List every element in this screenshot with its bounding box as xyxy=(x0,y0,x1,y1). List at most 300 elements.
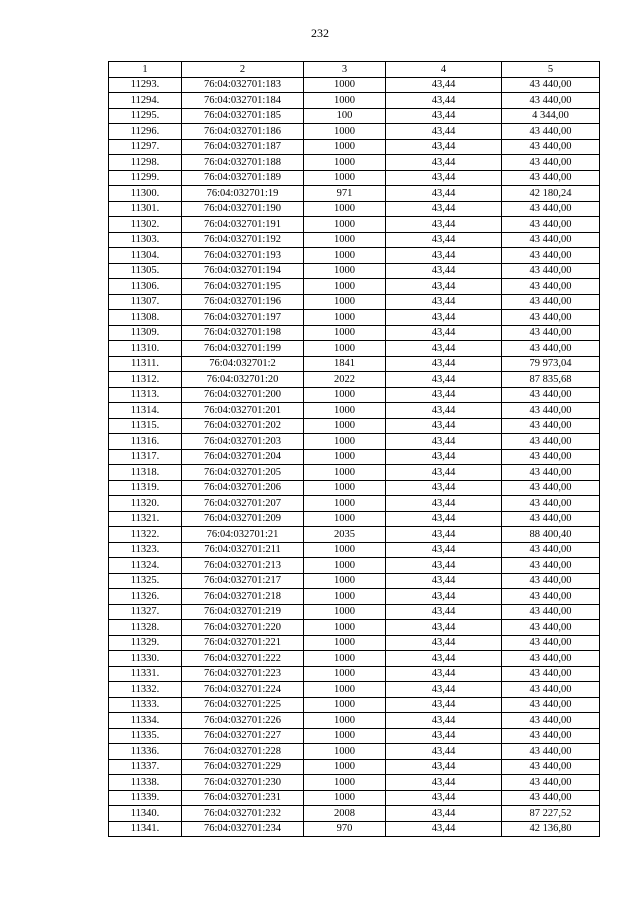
header-row xyxy=(109,62,600,78)
row-number-cell: 11323. xyxy=(109,542,182,558)
column-header-1: 1 xyxy=(109,62,182,78)
area-cell: 1000 xyxy=(304,511,386,527)
value-cell: 43 440,00 xyxy=(502,573,600,589)
cadastral-number-cell: 76:04:032701:196 xyxy=(182,294,304,310)
area-cell: 1000 xyxy=(304,403,386,419)
rate-cell: 43,44 xyxy=(386,589,502,605)
value-cell: 43 440,00 xyxy=(502,759,600,775)
rate-cell: 43,44 xyxy=(386,418,502,434)
cadastral-number-cell: 76:04:032701:234 xyxy=(182,821,304,837)
row-number-cell: 11327. xyxy=(109,604,182,620)
area-cell: 1000 xyxy=(304,325,386,341)
value-cell: 43 440,00 xyxy=(502,775,600,791)
table-row xyxy=(109,496,600,512)
value-cell: 43 440,00 xyxy=(502,635,600,651)
row-number-cell: 11297. xyxy=(109,139,182,155)
value-cell: 43 440,00 xyxy=(502,403,600,419)
area-cell: 1000 xyxy=(304,449,386,465)
table-row xyxy=(109,604,600,620)
cadastral-number-cell: 76:04:032701:213 xyxy=(182,558,304,574)
row-number-cell: 11333. xyxy=(109,697,182,713)
table-row xyxy=(109,635,600,651)
value-cell: 43 440,00 xyxy=(502,263,600,279)
row-number-cell: 11326. xyxy=(109,589,182,605)
value-cell: 43 440,00 xyxy=(502,790,600,806)
rate-cell: 43,44 xyxy=(386,821,502,837)
rate-cell: 43,44 xyxy=(386,294,502,310)
cadastral-number-cell: 76:04:032701:205 xyxy=(182,465,304,481)
table-row xyxy=(109,325,600,341)
row-number-cell: 11321. xyxy=(109,511,182,527)
cadastral-number-cell: 76:04:032701:219 xyxy=(182,604,304,620)
value-cell: 43 440,00 xyxy=(502,496,600,512)
value-cell: 4 344,00 xyxy=(502,108,600,124)
cadastral-number-cell: 76:04:032701:21 xyxy=(182,527,304,543)
table-row xyxy=(109,511,600,527)
area-cell: 1000 xyxy=(304,341,386,357)
table-row xyxy=(109,232,600,248)
row-number-cell: 11312. xyxy=(109,372,182,388)
cadastral-number-cell: 76:04:032701:220 xyxy=(182,620,304,636)
rate-cell: 43,44 xyxy=(386,387,502,403)
row-number-cell: 11318. xyxy=(109,465,182,481)
value-cell: 43 440,00 xyxy=(502,139,600,155)
table-row xyxy=(109,139,600,155)
area-cell: 1000 xyxy=(304,310,386,326)
value-cell: 43 440,00 xyxy=(502,325,600,341)
area-cell: 971 xyxy=(304,186,386,202)
rate-cell: 43,44 xyxy=(386,465,502,481)
table-row xyxy=(109,217,600,233)
rate-cell: 43,44 xyxy=(386,201,502,217)
value-cell: 43 440,00 xyxy=(502,201,600,217)
row-number-cell: 11307. xyxy=(109,294,182,310)
rate-cell: 43,44 xyxy=(386,790,502,806)
row-number-cell: 11340. xyxy=(109,806,182,822)
table-row xyxy=(109,620,600,636)
row-number-cell: 11298. xyxy=(109,155,182,171)
rate-cell: 43,44 xyxy=(386,279,502,295)
cadastral-number-cell: 76:04:032701:230 xyxy=(182,775,304,791)
rate-cell: 43,44 xyxy=(386,232,502,248)
cadastral-number-cell: 76:04:032701:228 xyxy=(182,744,304,760)
row-number-cell: 11315. xyxy=(109,418,182,434)
value-cell: 43 440,00 xyxy=(502,449,600,465)
area-cell: 1000 xyxy=(304,573,386,589)
cadastral-number-cell: 76:04:032701:201 xyxy=(182,403,304,419)
table-row xyxy=(109,589,600,605)
table-row xyxy=(109,697,600,713)
rate-cell: 43,44 xyxy=(386,542,502,558)
cadastral-number-cell: 76:04:032701:202 xyxy=(182,418,304,434)
area-cell: 1000 xyxy=(304,651,386,667)
area-cell: 970 xyxy=(304,821,386,837)
rate-cell: 43,44 xyxy=(386,666,502,682)
value-cell: 43 440,00 xyxy=(502,279,600,295)
table-row xyxy=(109,356,600,372)
table-row xyxy=(109,387,600,403)
area-cell: 1000 xyxy=(304,418,386,434)
area-cell: 1841 xyxy=(304,356,386,372)
table-row xyxy=(109,279,600,295)
cadastral-number-cell: 76:04:032701:222 xyxy=(182,651,304,667)
column-header-4: 4 xyxy=(386,62,502,78)
table-body xyxy=(109,77,600,837)
area-cell: 1000 xyxy=(304,620,386,636)
table-row xyxy=(109,790,600,806)
area-cell: 1000 xyxy=(304,139,386,155)
value-cell: 87 227,52 xyxy=(502,806,600,822)
value-cell: 43 440,00 xyxy=(502,77,600,93)
row-number-cell: 11330. xyxy=(109,651,182,667)
row-number-cell: 11336. xyxy=(109,744,182,760)
rate-cell: 43,44 xyxy=(386,341,502,357)
cadastral-number-cell: 76:04:032701:206 xyxy=(182,480,304,496)
rate-cell: 43,44 xyxy=(386,744,502,760)
rate-cell: 43,44 xyxy=(386,186,502,202)
cadastral-table xyxy=(108,61,600,837)
area-cell: 2022 xyxy=(304,372,386,388)
area-cell: 1000 xyxy=(304,697,386,713)
value-cell: 43 440,00 xyxy=(502,682,600,698)
area-cell: 1000 xyxy=(304,434,386,450)
value-cell: 43 440,00 xyxy=(502,744,600,760)
row-number-cell: 11303. xyxy=(109,232,182,248)
cadastral-number-cell: 76:04:032701:198 xyxy=(182,325,304,341)
cadastral-number-cell: 76:04:032701:193 xyxy=(182,248,304,264)
value-cell: 43 440,00 xyxy=(502,651,600,667)
cadastral-number-cell: 76:04:032701:191 xyxy=(182,217,304,233)
table-row xyxy=(109,573,600,589)
cadastral-number-cell: 76:04:032701:190 xyxy=(182,201,304,217)
rate-cell: 43,44 xyxy=(386,496,502,512)
rate-cell: 43,44 xyxy=(386,682,502,698)
cadastral-number-cell: 76:04:032701:217 xyxy=(182,573,304,589)
row-number-cell: 11325. xyxy=(109,573,182,589)
rate-cell: 43,44 xyxy=(386,310,502,326)
cadastral-number-cell: 76:04:032701:218 xyxy=(182,589,304,605)
table-row xyxy=(109,744,600,760)
table-row xyxy=(109,542,600,558)
rate-cell: 43,44 xyxy=(386,124,502,140)
value-cell: 43 440,00 xyxy=(502,697,600,713)
table-row xyxy=(109,294,600,310)
value-cell: 43 440,00 xyxy=(502,589,600,605)
area-cell: 1000 xyxy=(304,558,386,574)
value-cell: 43 440,00 xyxy=(502,620,600,636)
value-cell: 42 136,80 xyxy=(502,821,600,837)
cadastral-number-cell: 76:04:032701:204 xyxy=(182,449,304,465)
row-number-cell: 11339. xyxy=(109,790,182,806)
cadastral-number-cell: 76:04:032701:185 xyxy=(182,108,304,124)
row-number-cell: 11329. xyxy=(109,635,182,651)
table-row xyxy=(109,465,600,481)
rate-cell: 43,44 xyxy=(386,155,502,171)
cadastral-number-cell: 76:04:032701:195 xyxy=(182,279,304,295)
area-cell: 1000 xyxy=(304,790,386,806)
rate-cell: 43,44 xyxy=(386,372,502,388)
cadastral-number-cell: 76:04:032701:209 xyxy=(182,511,304,527)
cadastral-number-cell: 76:04:032701:184 xyxy=(182,93,304,109)
row-number-cell: 11324. xyxy=(109,558,182,574)
row-number-cell: 11320. xyxy=(109,496,182,512)
row-number-cell: 11299. xyxy=(109,170,182,186)
rate-cell: 43,44 xyxy=(386,480,502,496)
row-number-cell: 11316. xyxy=(109,434,182,450)
area-cell: 1000 xyxy=(304,744,386,760)
table-row xyxy=(109,403,600,419)
table-row xyxy=(109,186,600,202)
row-number-cell: 11319. xyxy=(109,480,182,496)
rate-cell: 43,44 xyxy=(386,713,502,729)
cadastral-number-cell: 76:04:032701:224 xyxy=(182,682,304,698)
rate-cell: 43,44 xyxy=(386,356,502,372)
area-cell: 1000 xyxy=(304,589,386,605)
row-number-cell: 11317. xyxy=(109,449,182,465)
area-cell: 100 xyxy=(304,108,386,124)
row-number-cell: 11313. xyxy=(109,387,182,403)
table-row xyxy=(109,201,600,217)
area-cell: 1000 xyxy=(304,635,386,651)
area-cell: 1000 xyxy=(304,279,386,295)
table-row xyxy=(109,682,600,698)
area-cell: 2035 xyxy=(304,527,386,543)
table-row xyxy=(109,418,600,434)
value-cell: 79 973,04 xyxy=(502,356,600,372)
table-row xyxy=(109,775,600,791)
area-cell: 1000 xyxy=(304,666,386,682)
rate-cell: 43,44 xyxy=(386,248,502,264)
row-number-cell: 11337. xyxy=(109,759,182,775)
value-cell: 43 440,00 xyxy=(502,558,600,574)
value-cell: 87 835,68 xyxy=(502,372,600,388)
rate-cell: 43,44 xyxy=(386,651,502,667)
table-row xyxy=(109,480,600,496)
area-cell: 1000 xyxy=(304,465,386,481)
value-cell: 43 440,00 xyxy=(502,666,600,682)
area-cell: 1000 xyxy=(304,217,386,233)
rate-cell: 43,44 xyxy=(386,775,502,791)
rate-cell: 43,44 xyxy=(386,697,502,713)
row-number-cell: 11301. xyxy=(109,201,182,217)
rate-cell: 43,44 xyxy=(386,139,502,155)
value-cell: 43 440,00 xyxy=(502,465,600,481)
row-number-cell: 11322. xyxy=(109,527,182,543)
table-row xyxy=(109,93,600,109)
table-row xyxy=(109,666,600,682)
row-number-cell: 11294. xyxy=(109,93,182,109)
cadastral-number-cell: 76:04:032701:183 xyxy=(182,77,304,93)
value-cell: 43 440,00 xyxy=(502,511,600,527)
area-cell: 1000 xyxy=(304,387,386,403)
column-header-3: 3 xyxy=(304,62,386,78)
area-cell: 1000 xyxy=(304,713,386,729)
value-cell: 43 440,00 xyxy=(502,728,600,744)
cadastral-number-cell: 76:04:032701:20 xyxy=(182,372,304,388)
table-row xyxy=(109,806,600,822)
table-row xyxy=(109,248,600,264)
cadastral-number-cell: 76:04:032701:2 xyxy=(182,356,304,372)
rate-cell: 43,44 xyxy=(386,759,502,775)
row-number-cell: 11308. xyxy=(109,310,182,326)
rate-cell: 43,44 xyxy=(386,511,502,527)
cadastral-number-cell: 76:04:032701:19 xyxy=(182,186,304,202)
value-cell: 43 440,00 xyxy=(502,480,600,496)
value-cell: 43 440,00 xyxy=(502,248,600,264)
rate-cell: 43,44 xyxy=(386,620,502,636)
area-cell: 1000 xyxy=(304,294,386,310)
value-cell: 43 440,00 xyxy=(502,604,600,620)
cadastral-number-cell: 76:04:032701:223 xyxy=(182,666,304,682)
row-number-cell: 11328. xyxy=(109,620,182,636)
table-row xyxy=(109,77,600,93)
table-row xyxy=(109,558,600,574)
value-cell: 43 440,00 xyxy=(502,341,600,357)
table-row xyxy=(109,449,600,465)
area-cell: 1000 xyxy=(304,155,386,171)
cadastral-number-cell: 76:04:032701:232 xyxy=(182,806,304,822)
area-cell: 1000 xyxy=(304,480,386,496)
row-number-cell: 11338. xyxy=(109,775,182,791)
table-row xyxy=(109,728,600,744)
rate-cell: 43,44 xyxy=(386,558,502,574)
value-cell: 43 440,00 xyxy=(502,434,600,450)
row-number-cell: 11314. xyxy=(109,403,182,419)
cadastral-number-cell: 76:04:032701:226 xyxy=(182,713,304,729)
table-row xyxy=(109,341,600,357)
rate-cell: 43,44 xyxy=(386,449,502,465)
cadastral-number-cell: 76:04:032701:197 xyxy=(182,310,304,326)
table-row xyxy=(109,108,600,124)
rate-cell: 43,44 xyxy=(386,108,502,124)
row-number-cell: 11311. xyxy=(109,356,182,372)
table-row xyxy=(109,310,600,326)
table-row xyxy=(109,759,600,775)
value-cell: 43 440,00 xyxy=(502,232,600,248)
column-header-2: 2 xyxy=(182,62,304,78)
area-cell: 1000 xyxy=(304,542,386,558)
cadastral-number-cell: 76:04:032701:225 xyxy=(182,697,304,713)
rate-cell: 43,44 xyxy=(386,217,502,233)
row-number-cell: 11296. xyxy=(109,124,182,140)
rate-cell: 43,44 xyxy=(386,263,502,279)
value-cell: 42 180,24 xyxy=(502,186,600,202)
value-cell: 43 440,00 xyxy=(502,124,600,140)
area-cell: 1000 xyxy=(304,759,386,775)
value-cell: 43 440,00 xyxy=(502,310,600,326)
rate-cell: 43,44 xyxy=(386,325,502,341)
rate-cell: 43,44 xyxy=(386,403,502,419)
area-cell: 1000 xyxy=(304,604,386,620)
rate-cell: 43,44 xyxy=(386,635,502,651)
rate-cell: 43,44 xyxy=(386,77,502,93)
cadastral-number-cell: 76:04:032701:187 xyxy=(182,139,304,155)
cadastral-number-cell: 76:04:032701:199 xyxy=(182,341,304,357)
cadastral-number-cell: 76:04:032701:192 xyxy=(182,232,304,248)
rate-cell: 43,44 xyxy=(386,728,502,744)
cadastral-number-cell: 76:04:032701:203 xyxy=(182,434,304,450)
row-number-cell: 11305. xyxy=(109,263,182,279)
cadastral-number-cell: 76:04:032701:211 xyxy=(182,542,304,558)
area-cell: 1000 xyxy=(304,232,386,248)
cadastral-number-cell: 76:04:032701:229 xyxy=(182,759,304,775)
cadastral-number-cell: 76:04:032701:207 xyxy=(182,496,304,512)
value-cell: 43 440,00 xyxy=(502,713,600,729)
table-row xyxy=(109,372,600,388)
area-cell: 1000 xyxy=(304,263,386,279)
value-cell: 43 440,00 xyxy=(502,155,600,171)
cadastral-number-cell: 76:04:032701:188 xyxy=(182,155,304,171)
rate-cell: 43,44 xyxy=(386,604,502,620)
area-cell: 1000 xyxy=(304,496,386,512)
cadastral-number-cell: 76:04:032701:200 xyxy=(182,387,304,403)
area-cell: 1000 xyxy=(304,170,386,186)
value-cell: 43 440,00 xyxy=(502,542,600,558)
row-number-cell: 11309. xyxy=(109,325,182,341)
rate-cell: 43,44 xyxy=(386,527,502,543)
row-number-cell: 11310. xyxy=(109,341,182,357)
table-row xyxy=(109,263,600,279)
table-row xyxy=(109,527,600,543)
table-row xyxy=(109,155,600,171)
cadastral-number-cell: 76:04:032701:231 xyxy=(182,790,304,806)
row-number-cell: 11335. xyxy=(109,728,182,744)
value-cell: 43 440,00 xyxy=(502,217,600,233)
area-cell: 2008 xyxy=(304,806,386,822)
rate-cell: 43,44 xyxy=(386,170,502,186)
table-row xyxy=(109,821,600,837)
area-cell: 1000 xyxy=(304,775,386,791)
row-number-cell: 11300. xyxy=(109,186,182,202)
rate-cell: 43,44 xyxy=(386,806,502,822)
area-cell: 1000 xyxy=(304,93,386,109)
area-cell: 1000 xyxy=(304,248,386,264)
table-row xyxy=(109,434,600,450)
area-cell: 1000 xyxy=(304,124,386,140)
area-cell: 1000 xyxy=(304,728,386,744)
cadastral-number-cell: 76:04:032701:227 xyxy=(182,728,304,744)
row-number-cell: 11306. xyxy=(109,279,182,295)
cadastral-number-cell: 76:04:032701:189 xyxy=(182,170,304,186)
table-row xyxy=(109,124,600,140)
area-cell: 1000 xyxy=(304,201,386,217)
page-number: 232 xyxy=(311,26,329,40)
value-cell: 88 400,40 xyxy=(502,527,600,543)
table-row xyxy=(109,170,600,186)
rate-cell: 43,44 xyxy=(386,434,502,450)
row-number-cell: 11332. xyxy=(109,682,182,698)
rate-cell: 43,44 xyxy=(386,573,502,589)
row-number-cell: 11302. xyxy=(109,217,182,233)
area-cell: 1000 xyxy=(304,77,386,93)
value-cell: 43 440,00 xyxy=(502,418,600,434)
rate-cell: 43,44 xyxy=(386,93,502,109)
row-number-cell: 11293. xyxy=(109,77,182,93)
area-cell: 1000 xyxy=(304,682,386,698)
column-header-5: 5 xyxy=(502,62,600,78)
cadastral-number-cell: 76:04:032701:186 xyxy=(182,124,304,140)
row-number-cell: 11304. xyxy=(109,248,182,264)
value-cell: 43 440,00 xyxy=(502,294,600,310)
cadastral-number-cell: 76:04:032701:221 xyxy=(182,635,304,651)
row-number-cell: 11341. xyxy=(109,821,182,837)
row-number-cell: 11334. xyxy=(109,713,182,729)
value-cell: 43 440,00 xyxy=(502,170,600,186)
table-row xyxy=(109,713,600,729)
value-cell: 43 440,00 xyxy=(502,387,600,403)
value-cell: 43 440,00 xyxy=(502,93,600,109)
row-number-cell: 11331. xyxy=(109,666,182,682)
